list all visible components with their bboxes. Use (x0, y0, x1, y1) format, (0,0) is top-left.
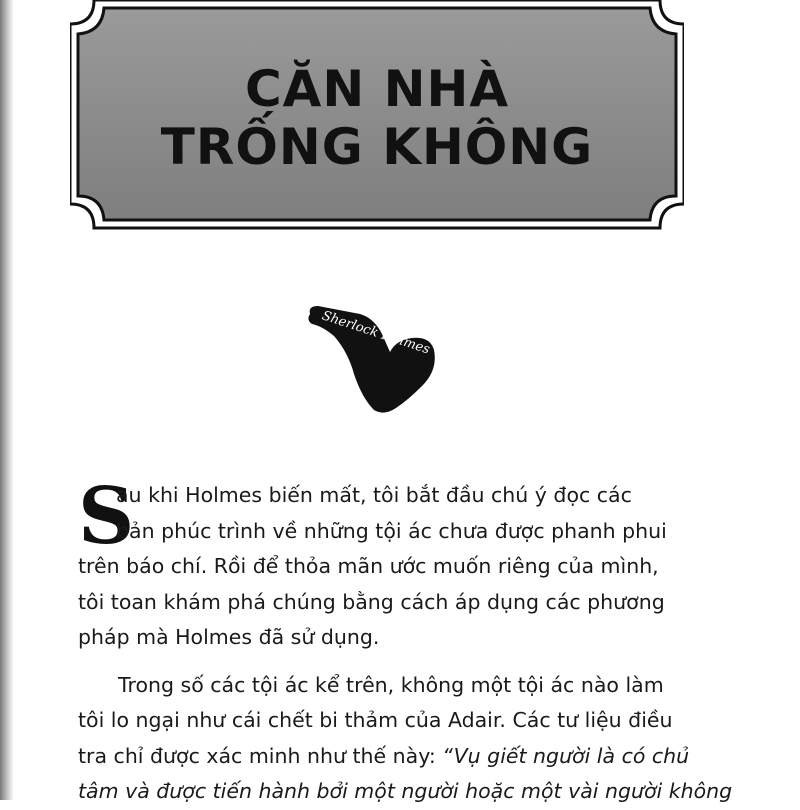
drop-cap: S (78, 471, 135, 562)
text-line: bản phúc trình về những tội ác chưa được phanh phui (116, 518, 667, 543)
pipe-icon (304, 300, 440, 416)
text-line: tâm và được tiến hành bởi một người hoặc một vài người không (78, 779, 733, 803)
pipe-text: Sherlock Holmes (319, 308, 432, 358)
paragraph-2 (78, 668, 733, 810)
text-line: tôi lo ngại như cái chết bi thảm của Adair. Các tư liệu điều (78, 708, 673, 732)
body-text (78, 471, 733, 810)
text-segment: tra chỉ được xác minh như thế này: (78, 743, 443, 768)
text-line: au khi Holmes biến mất, tôi bắt đầu chú ý đọc các (116, 483, 632, 507)
text-line: tôi toan khám phá chúng bằng cách áp dụng các phương (78, 589, 665, 614)
paragraph-1 (78, 471, 688, 656)
binding-shadow (0, 0, 14, 800)
text-line (78, 739, 688, 775)
chapter-title (70, 60, 684, 176)
chapter-title-line1: CĂN NHÀ (244, 60, 510, 118)
quote-start: “Vụ giết người là có chủ (442, 743, 690, 768)
text-line: trên báo chí. Rồi để thỏa mãn ước muốn riêng của mình, (78, 554, 659, 578)
chapter-title-line2: TRỐNG KHÔNG (160, 118, 594, 176)
text-line: pháp mà Holmes đã sử dụng. (78, 625, 380, 649)
text-line: Trong số các tội ác kể trên, không một tội ác nào làm (118, 672, 664, 697)
